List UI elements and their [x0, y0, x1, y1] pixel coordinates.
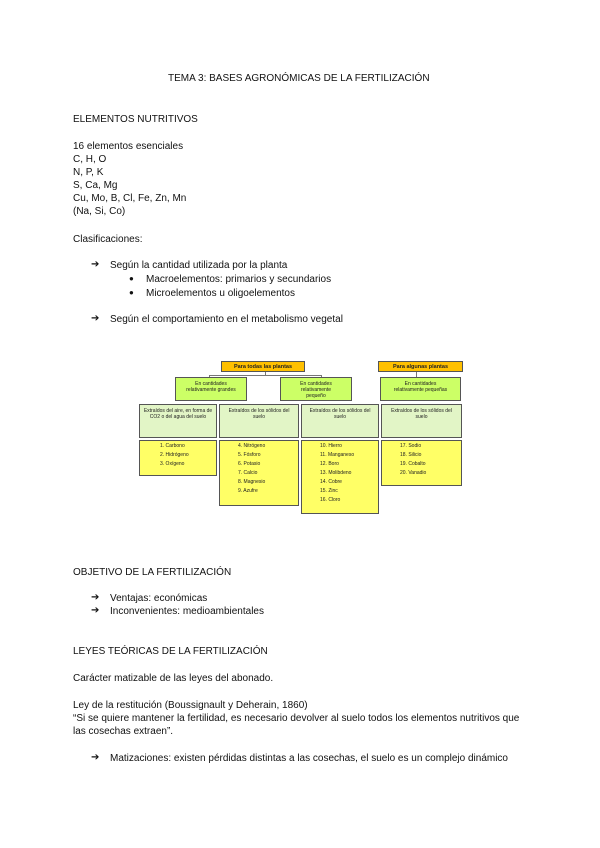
- heading-objetivo: OBJETIVO DE LA FERTILIZACIÓN: [73, 567, 232, 578]
- list-item: 13. Molibdeno: [320, 470, 352, 476]
- text-line: N, P, K: [73, 167, 104, 178]
- list-item: Microelementos u oligoelementos: [146, 288, 295, 299]
- header-suelo-3: Extraídos de los sólidos del suelo: [381, 404, 462, 438]
- list-item: 1. Carbono: [160, 443, 185, 449]
- arrow-icon: ➔: [91, 259, 100, 270]
- header-suelo-1: Extraídos de los sólidos del suelo: [219, 404, 299, 438]
- list-item: 19. Cobalto: [400, 461, 426, 467]
- list-col-macro: [219, 440, 299, 506]
- box-cantidades-pequenas: En cantidades relativamente pequeñas: [380, 377, 461, 401]
- list-item: 4. Nitrógeno: [238, 443, 266, 449]
- list-item: 2. Hidrógeno: [160, 452, 189, 458]
- header-aire: Extraídos del aire, en forma de CO2 o del agua del suelo: [139, 404, 217, 438]
- paragraph: Carácter matizable de las leyes del abonado.: [73, 673, 274, 684]
- list-col-micro: [301, 440, 379, 514]
- list-col-algunas: [381, 440, 462, 486]
- list-item: 10. Hierro: [320, 443, 342, 449]
- list-item: 20. Vanadio: [400, 470, 427, 476]
- heading-elementos-nutritivos: ELEMENTOS NUTRITIVOS: [73, 114, 198, 125]
- clasificaciones-label: Clasificaciones:: [73, 234, 143, 245]
- list-item: 6. Potasio: [238, 461, 261, 467]
- header-suelo-2: Extraídos de los sólidos del suelo: [301, 404, 379, 438]
- list-item: 11. Manganeso: [320, 452, 355, 458]
- list-item: Inconvenientes: medioambientales: [110, 606, 264, 617]
- quote-line: las cosechas extraen”.: [73, 726, 174, 737]
- page-title: TEMA 3: BASES AGRONÓMICAS DE LA FERTILIZACIÓN: [168, 73, 430, 84]
- text-line: Cu, Mo, B, Cl, Fe, Zn, Mn: [73, 193, 187, 204]
- list-col-aire: [139, 440, 217, 476]
- list-item: 16. Cloro: [320, 497, 341, 503]
- list-item: 12. Boro: [320, 461, 339, 467]
- text-line: S, Ca, Mg: [73, 180, 118, 191]
- list-item: Según la cantidad utilizada por la planta: [110, 260, 288, 271]
- list-item: 3. Oxígeno: [160, 461, 185, 467]
- list-item: Macroelementos: primarios y secundarios: [146, 274, 332, 285]
- list-item: 15. Zinc: [320, 488, 338, 494]
- text-line: (Na, Si, Co): [73, 206, 126, 217]
- list-item: Matizaciones: existen pérdidas distintas a las cosechas, el suelo es un complejo dinámico: [110, 753, 508, 764]
- arrow-icon: ➔: [91, 592, 100, 603]
- arrow-icon: ➔: [91, 752, 100, 763]
- arrow-icon: ➔: [91, 313, 100, 324]
- paragraph: Ley de la restitución (Boussignault y Deherain, 1860): [73, 700, 308, 711]
- heading-leyes: LEYES TEÓRICAS DE LA FERTILIZACIÓN: [73, 646, 268, 657]
- box-cantidades-pequeno: En cantidades relativamente pequeño: [280, 377, 352, 401]
- nutrient-classification-diagram: [137, 358, 467, 514]
- list-item: 18. Silicio: [400, 452, 422, 458]
- bullet-icon: ●: [129, 274, 134, 283]
- list-item: 7. Calcio: [238, 470, 258, 476]
- box-cantidades-grandes: En cantidades relativamente grandes: [175, 377, 247, 401]
- box-para-todas: Para todas las plantas: [221, 361, 305, 372]
- arrow-icon: ➔: [91, 605, 100, 616]
- list-item: 8. Magnesio: [238, 479, 266, 485]
- list-item: 17. Sodio: [400, 443, 422, 449]
- text-line: C, H, O: [73, 154, 107, 165]
- bullet-icon: ●: [129, 288, 134, 297]
- list-item: Ventajas: económicas: [110, 593, 208, 604]
- box-para-algunas: Para algunas plantas: [378, 361, 463, 372]
- text-line: 16 elementos esenciales: [73, 141, 184, 152]
- list-item: 5. Fósforo: [238, 452, 261, 458]
- list-item: Según el comportamiento en el metabolismo vegetal: [110, 314, 343, 325]
- list-item: 14. Cobre: [320, 479, 342, 485]
- list-item: 9. Azufre: [238, 488, 258, 494]
- quote-line: “Si se quiere mantener la fertilidad, es necesario devolver al suelo todos los elementos nutritivos que: [73, 713, 520, 724]
